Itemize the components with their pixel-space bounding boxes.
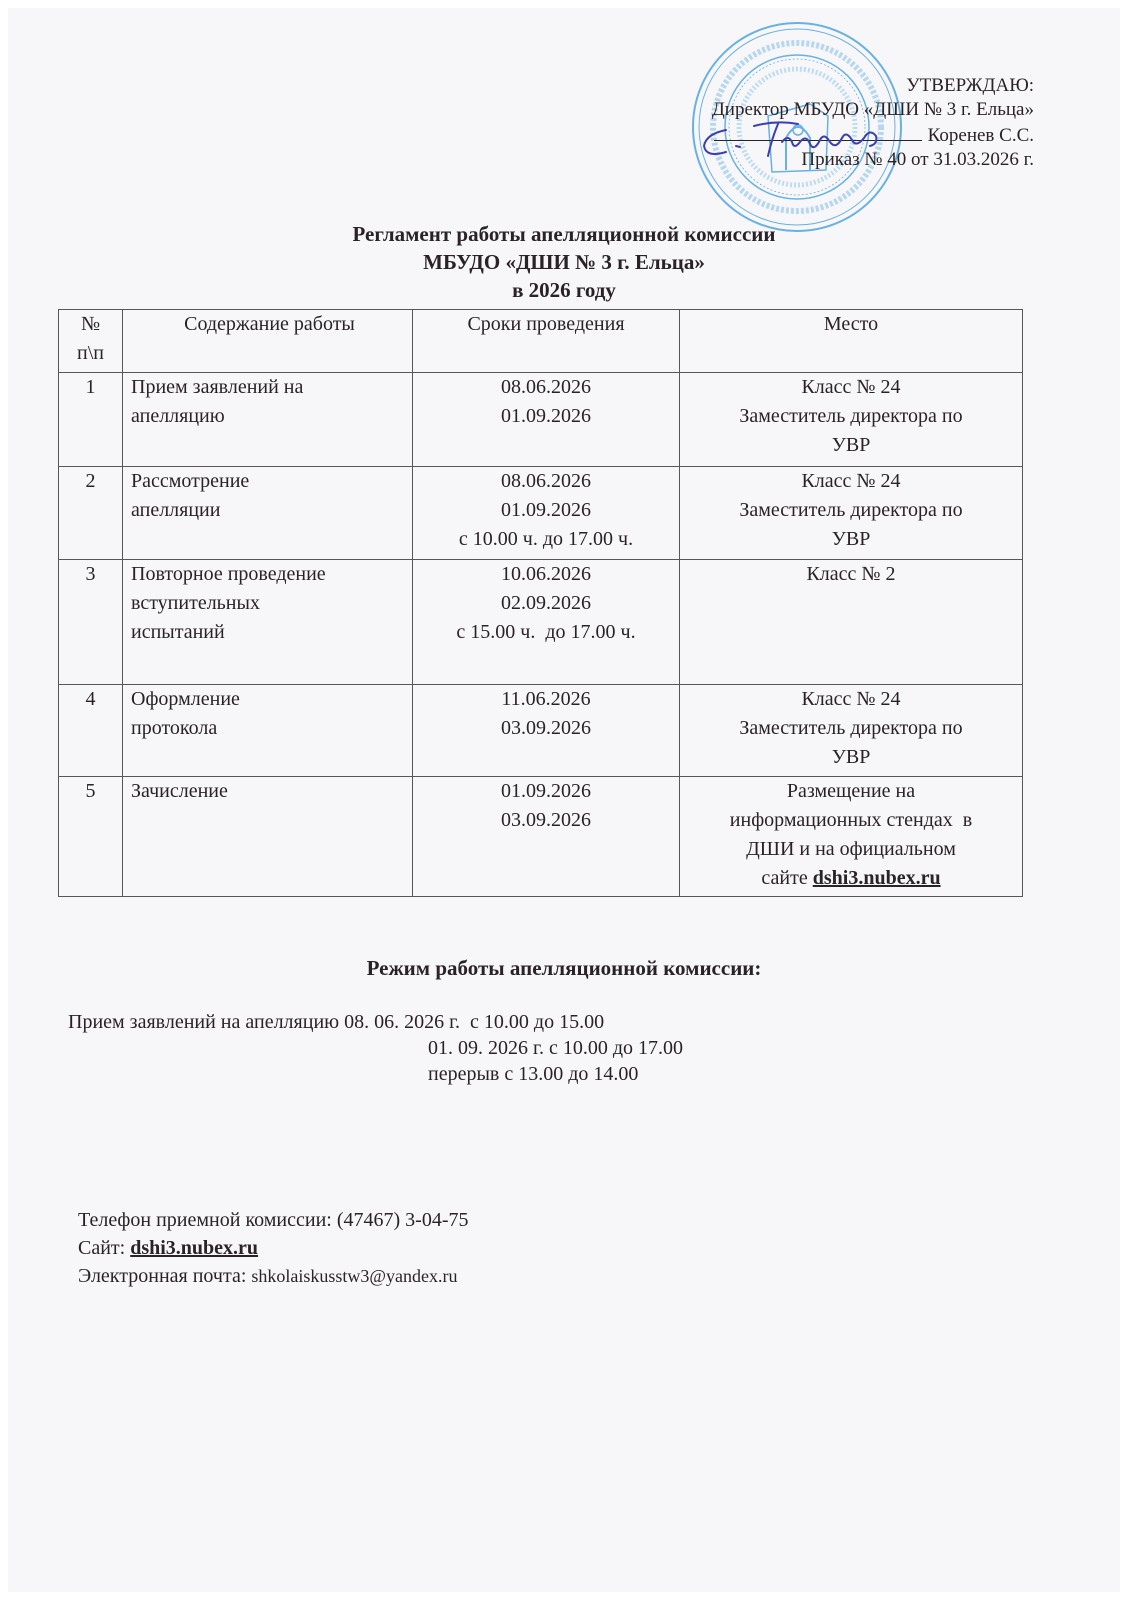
schedule-title: Режим работы апелляционной комиссии: — [366, 956, 762, 980]
date-line: 01.09.2026 — [501, 405, 591, 427]
phone-row — [78, 1206, 468, 1234]
row-place — [680, 560, 1023, 685]
row-dates — [413, 467, 680, 560]
header-number — [59, 310, 123, 373]
site-label: Сайт: — [78, 1237, 126, 1259]
header-number-line-1: № — [80, 313, 101, 335]
place-line: Класс № 24 — [801, 470, 901, 492]
work-line: Прием заявлений на — [131, 376, 304, 398]
schedule-line-1: 08. 06. 2026 г. с 10.00 до 15.00 — [344, 1011, 605, 1033]
place-line: ДШИ и на официальном — [746, 838, 956, 860]
schedule-line-2: 01. 09. 2026 г. с 10.00 до 17.00 — [428, 1037, 683, 1059]
date-line: 08.06.2026 — [501, 376, 591, 398]
schedule-label: Прием заявлений на апелляцию — [68, 1011, 340, 1033]
place-line: Заместитель директора по — [739, 499, 963, 521]
handwritten-signature — [696, 116, 896, 162]
time-line: с 15.00 ч. до 17.00 ч. — [456, 621, 636, 643]
phone-number: (47467) 3-04-75 — [336, 1209, 469, 1231]
schedule-row — [68, 1035, 683, 1061]
row-work — [123, 685, 413, 777]
table-header-row — [59, 310, 1023, 373]
date-line: 02.09.2026 — [501, 592, 591, 614]
row-work — [123, 373, 413, 467]
row-dates — [413, 777, 680, 897]
table-row — [59, 373, 1023, 467]
work-line: испытаний — [131, 621, 225, 643]
header-place: Место — [680, 310, 1023, 373]
header-dates: Сроки проведения — [413, 310, 680, 373]
row-dates — [413, 685, 680, 777]
title-line-1: Регламент работы апелляционной комиссии — [352, 222, 776, 246]
work-line: апелляцию — [131, 405, 225, 427]
row-place — [680, 373, 1023, 467]
place-line: УВР — [831, 746, 871, 768]
date-line: 01.09.2026 — [501, 499, 591, 521]
time-line: с 10.00 ч. до 17.00 ч. — [458, 528, 634, 550]
place-line: информационных стендах в — [729, 809, 973, 831]
approval-order: Приказ № 40 от 31.03.2026 г. — [801, 149, 1034, 170]
work-line: Рассмотрение — [131, 470, 250, 492]
row-dates — [413, 560, 680, 685]
date-line: 03.09.2026 — [501, 809, 591, 831]
schedule-row — [68, 1009, 683, 1035]
date-line: 01.09.2026 — [501, 780, 591, 802]
row-work — [123, 467, 413, 560]
place-line: УВР — [831, 434, 871, 456]
approval-heading: УТВЕРЖДАЮ: — [906, 75, 1034, 96]
email-address[interactable]: shkolaiskusstw3@yandex.ru — [251, 1266, 458, 1286]
schedule-block — [68, 1009, 683, 1087]
place-line: Заместитель директора по — [739, 405, 963, 427]
row-number: 4 — [59, 685, 123, 777]
schedule-line-3: перерыв с 13.00 до 14.00 — [428, 1063, 639, 1085]
schedule-row — [68, 1061, 683, 1087]
place-line: Класс № 24 — [801, 688, 901, 710]
table-row — [59, 685, 1023, 777]
document-page — [8, 8, 1120, 1592]
row-place — [680, 467, 1023, 560]
contacts-block — [78, 1206, 468, 1290]
email-label: Электронная почта: — [78, 1265, 247, 1287]
phone-label: Телефон приемной комиссии: — [78, 1209, 332, 1231]
work-line: Оформление — [131, 688, 240, 710]
row-place — [680, 685, 1023, 777]
row-work — [123, 777, 413, 897]
work-line: апелляции — [131, 499, 221, 521]
header-work: Содержание работы — [123, 310, 413, 373]
place-link-prefix: сайте — [761, 867, 813, 889]
email-row — [78, 1262, 468, 1290]
row-number: 3 — [59, 560, 123, 685]
place-line: Размещение на — [786, 780, 916, 802]
work-line: вступительных — [131, 592, 260, 614]
row-number: 2 — [59, 467, 123, 560]
date-line: 11.06.2026 — [501, 688, 591, 710]
table-row — [59, 560, 1023, 685]
row-work — [123, 560, 413, 685]
work-line: Повторное проведение — [131, 563, 326, 585]
table-row — [59, 777, 1023, 897]
place-line: Класс № 2 — [806, 563, 896, 585]
row-dates — [413, 373, 680, 467]
document-title — [8, 220, 1120, 304]
approval-position: Директор МБУДО «ДШИ № 3 г. Ельца» — [711, 99, 1034, 120]
place-line: УВР — [831, 528, 871, 550]
row-place — [680, 777, 1023, 897]
date-line: 08.06.2026 — [501, 470, 591, 492]
regulation-table — [58, 309, 1023, 897]
date-line: 03.09.2026 — [501, 717, 591, 739]
header-number-line-2: п\п — [77, 342, 104, 364]
place-line: Заместитель директора по — [739, 717, 963, 739]
row-number: 1 — [59, 373, 123, 467]
place-line: Класс № 24 — [801, 376, 901, 398]
site-row — [78, 1234, 468, 1262]
title-line-2: МБУДО «ДШИ № 3 г. Ельца» — [423, 250, 705, 274]
place-line-link — [684, 864, 1018, 893]
site-link[interactable]: dshi3.nubex.ru — [130, 1237, 259, 1259]
site-link[interactable]: dshi3.nubex.ru — [812, 867, 941, 889]
date-line: 10.06.2026 — [501, 563, 591, 585]
title-line-3: в 2026 году — [512, 278, 616, 302]
approval-name: Коренев С.С. — [927, 125, 1034, 146]
work-line: протокола — [131, 717, 218, 739]
row-number: 5 — [59, 777, 123, 897]
work-line: Зачисление — [131, 780, 228, 802]
table-row — [59, 467, 1023, 560]
